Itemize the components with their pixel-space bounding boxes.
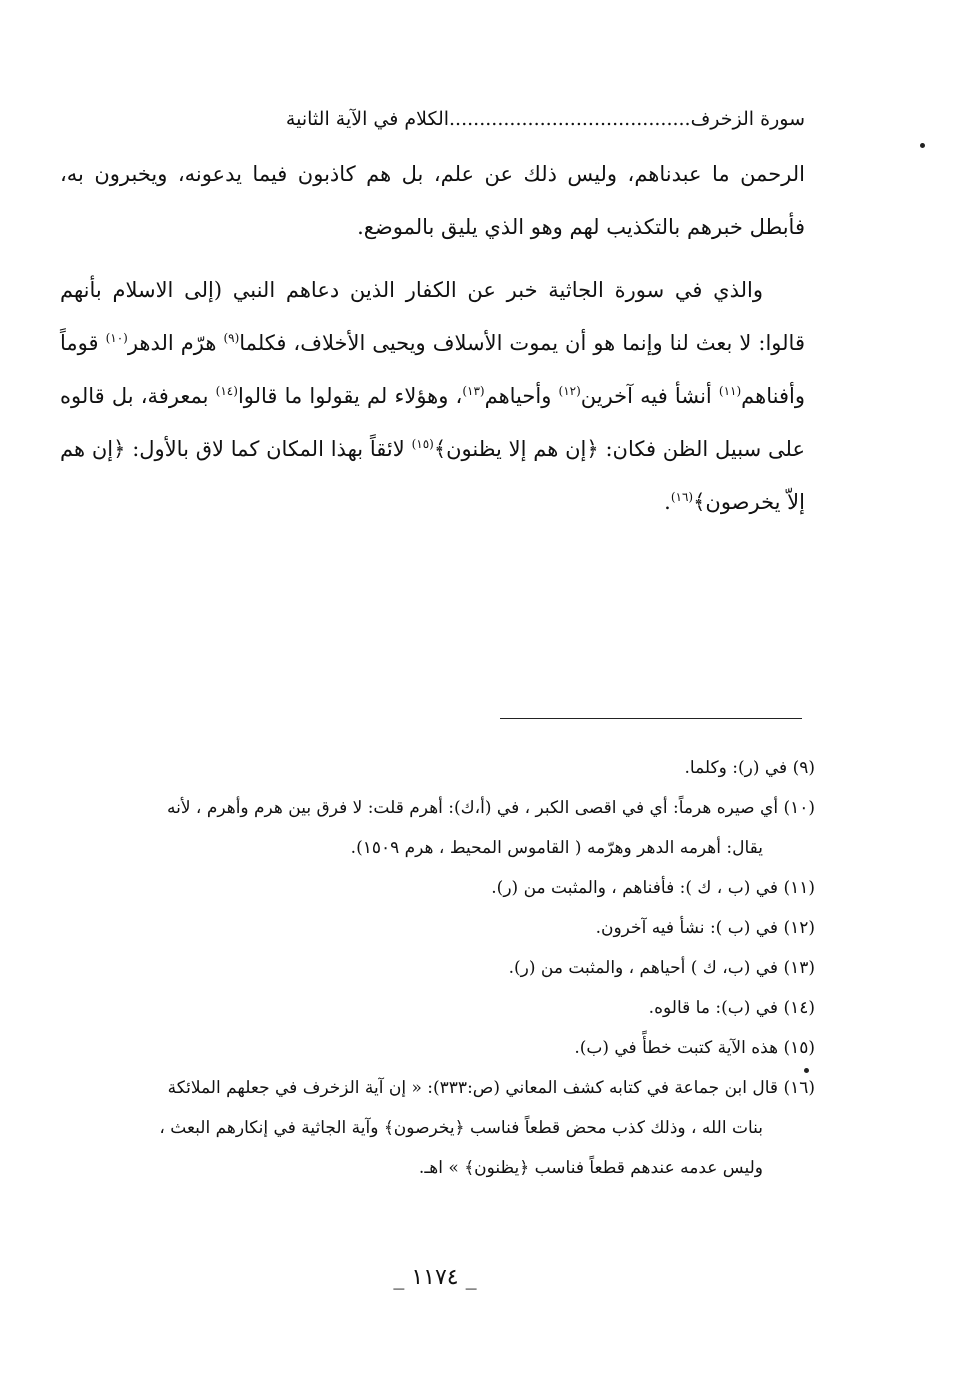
footnote-text: قال ابن جماعة في كتابه كشف المعاني (ص:٣٣٣): « إن آية الزخرف في جعلهم الملائكة (167, 1078, 779, 1098)
footnote-ref-13: (١٣) (462, 384, 485, 398)
footnote-number: (١٠) (783, 798, 815, 818)
stray-dot-mark (920, 143, 925, 148)
footnote-ref-11: (١١) (718, 384, 742, 398)
footnote-separator (500, 718, 802, 719)
header-dots: ........................................ (449, 108, 691, 130)
footnote-text-continued: وليس عدمه عندهم قطعاً فناسب ﴿يظنون﴾ » اهـ. (418, 1158, 763, 1178)
footnote-number: (٩) (792, 758, 815, 778)
header-left-title: الكلام في الآية الثانية (285, 108, 450, 130)
footnote-text-continued: بنات الله ، وذلك كذب محض قطعاً فناسب ﴿يخرصون﴾ وآية الجاثية في إنكارهم البعث ، (159, 1118, 763, 1138)
footnote-11 (55, 868, 815, 908)
text-run: بمعرفة، بل قالوه على سبيل الظن فكان: ﴿إن هم إلا يظنون﴾ (60, 384, 805, 461)
page-number: _ ١١٧٤ _ (393, 1265, 477, 1290)
footnote-ref-10: (١٠) (105, 331, 128, 345)
footnote-9 (55, 748, 815, 788)
header-right-title: سورة الزخرف (690, 108, 805, 130)
footnote-text: في (ب): ما قالوه. (648, 998, 779, 1018)
footnote-ref-15: (١٥) (411, 437, 434, 451)
footnote-number: (١١) (783, 878, 815, 898)
footnote-15 (55, 1028, 815, 1068)
main-text (60, 148, 805, 529)
text-run: لائقاً بهذا المكان كما لاق بالأول: ﴿إن هم إلاّ يخرصون﴾ (60, 437, 805, 514)
footnote-text-continued: يقال: أهرمه الدهر وهرّمه ( القاموس المحيط ، هرم ١٥٠٩). (350, 838, 763, 858)
footnote-text: في (ب ، ك ): فأفناهم ، والمثبت من (ر). (491, 878, 779, 898)
footnote-ref-9: (٩) (223, 331, 240, 345)
footnote-10 (55, 788, 815, 868)
footnote-16 (55, 1068, 815, 1188)
text-run: ، وهؤلاء لم يقولوا ما قالوا (237, 384, 463, 408)
text-run: . (664, 490, 671, 514)
footnote-text: في (ر): وكلما. (684, 758, 788, 778)
text-run: أنشأ فيه آخرين (580, 384, 719, 408)
running-header (55, 104, 805, 134)
footnote-ref-16: (١٦) (670, 490, 694, 504)
footnote-text: في (ب، ك ) أحياهم ، والمثبت من (ر). (508, 958, 779, 978)
footnote-12 (55, 908, 815, 948)
footnote-number: (١٢) (783, 918, 815, 938)
text-run: والذي في سورة الجاثية خبر عن الكفار الذين دعاهم النبي (إلى الاسلام بأنهم قالوا: لا بعث لنا وإنما هو أن يموت الأسلاف ويحيى الأخلاف، فكلما (60, 278, 805, 355)
footnote-text: في (ب ): نشأ فيه آخرون. (595, 918, 779, 938)
footnote-text: هذه الآية كتبت خطأً في (ب). (574, 1038, 779, 1058)
footnote-number: (١٣) (783, 958, 815, 978)
text-run: وأحياهم (484, 384, 559, 408)
footnote-14 (55, 988, 815, 1028)
footnote-text: أي صيره هرماً: أي في اقصى الكبر ، في (أ،ك): أهرم قلت: لا فرق بين هرم وأهرم ، لأنه (166, 798, 779, 818)
footnote-number: (١٤) (783, 998, 815, 1018)
paragraph-1: الرحمن ما عبدناهم، وليس ذلك عن علم، بل هم كاذبون فيما يدعونه، ويخبرون به، فأبطل خبرهم بالتكذيب لهم وهو الذي يليق بالموضع. (60, 162, 805, 239)
footnote-ref-12: (١٢) (558, 384, 581, 398)
footnote-ref-14: (١٤) (215, 384, 238, 398)
footnote-number: (١٥) (783, 1038, 815, 1058)
footnote-number: (١٦) (783, 1078, 815, 1098)
text-run: هرّم الدهر (127, 331, 224, 355)
text-run: قوماً وأفناهم (60, 331, 805, 408)
stray-dot-mark (804, 1068, 809, 1073)
paragraph-2 (60, 264, 805, 529)
footnotes (55, 748, 815, 1188)
footnote-13 (55, 948, 815, 988)
